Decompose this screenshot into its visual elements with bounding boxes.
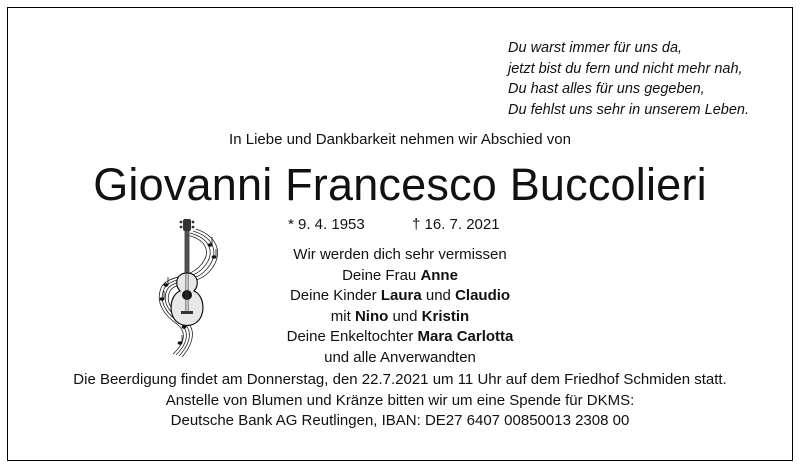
children-prefix: Deine Kinder xyxy=(289,287,377,304)
partner-name: Nino xyxy=(354,307,389,325)
relatives-line: und alle Anverwandten xyxy=(324,348,476,366)
deceased-name: Giovanni Francesco Buccolieri xyxy=(93,159,707,210)
funeral-date-line: Die Beerdigung findet am Donnerstag, den 22.7.2021 um 11 Uhr auf dem Friedhof Schmiden statt. xyxy=(73,371,727,388)
poem-line: Du fehlst uns sehr in unserem Leben. xyxy=(508,101,749,118)
funeral-info xyxy=(0,370,800,432)
grandchild-prefix: Deine Enkeltochter xyxy=(286,328,414,345)
grandchild-name: Mara Carlotta xyxy=(417,328,514,345)
guitar-with-music-notes-icon xyxy=(150,215,222,361)
conjunction: und xyxy=(425,287,451,304)
partners-line xyxy=(250,307,550,328)
child-name: Laura xyxy=(380,287,422,304)
child-name: Claudio xyxy=(455,287,511,304)
wife-prefix: Deine Frau xyxy=(342,266,417,284)
wife-line xyxy=(250,266,550,287)
grandchild-line xyxy=(250,327,550,348)
partner-name: Kristin xyxy=(421,307,470,325)
wife-name: Anne xyxy=(420,266,458,284)
poem xyxy=(508,38,788,120)
mourners-list xyxy=(250,245,550,368)
conjunction: mit xyxy=(330,307,351,325)
death-date: † 16. 7. 2021 xyxy=(412,216,500,233)
birth-date: * 9. 4. 1953 xyxy=(288,216,365,233)
donation-line: Anstelle von Blumen und Kränze bitten wir um eine Spende für DKMS: xyxy=(165,391,635,409)
mourners-line: Wir werden dich sehr vermissen xyxy=(293,246,507,263)
children-line xyxy=(250,286,550,307)
intro-text: In Liebe und Dankbarkeit nehmen wir Abschied von xyxy=(229,131,571,148)
poem-line: jetzt bist du fern und nicht mehr nah, xyxy=(508,60,743,77)
poem-line: Du warst immer für uns da, xyxy=(508,40,683,56)
bank-details-line: Deutsche Bank AG Reutlingen, IBAN: DE27 6407 00850013 2308 00 xyxy=(170,412,630,429)
poem-line: Du hast alles für uns gegeben, xyxy=(508,81,705,97)
conjunction: und xyxy=(392,307,418,325)
